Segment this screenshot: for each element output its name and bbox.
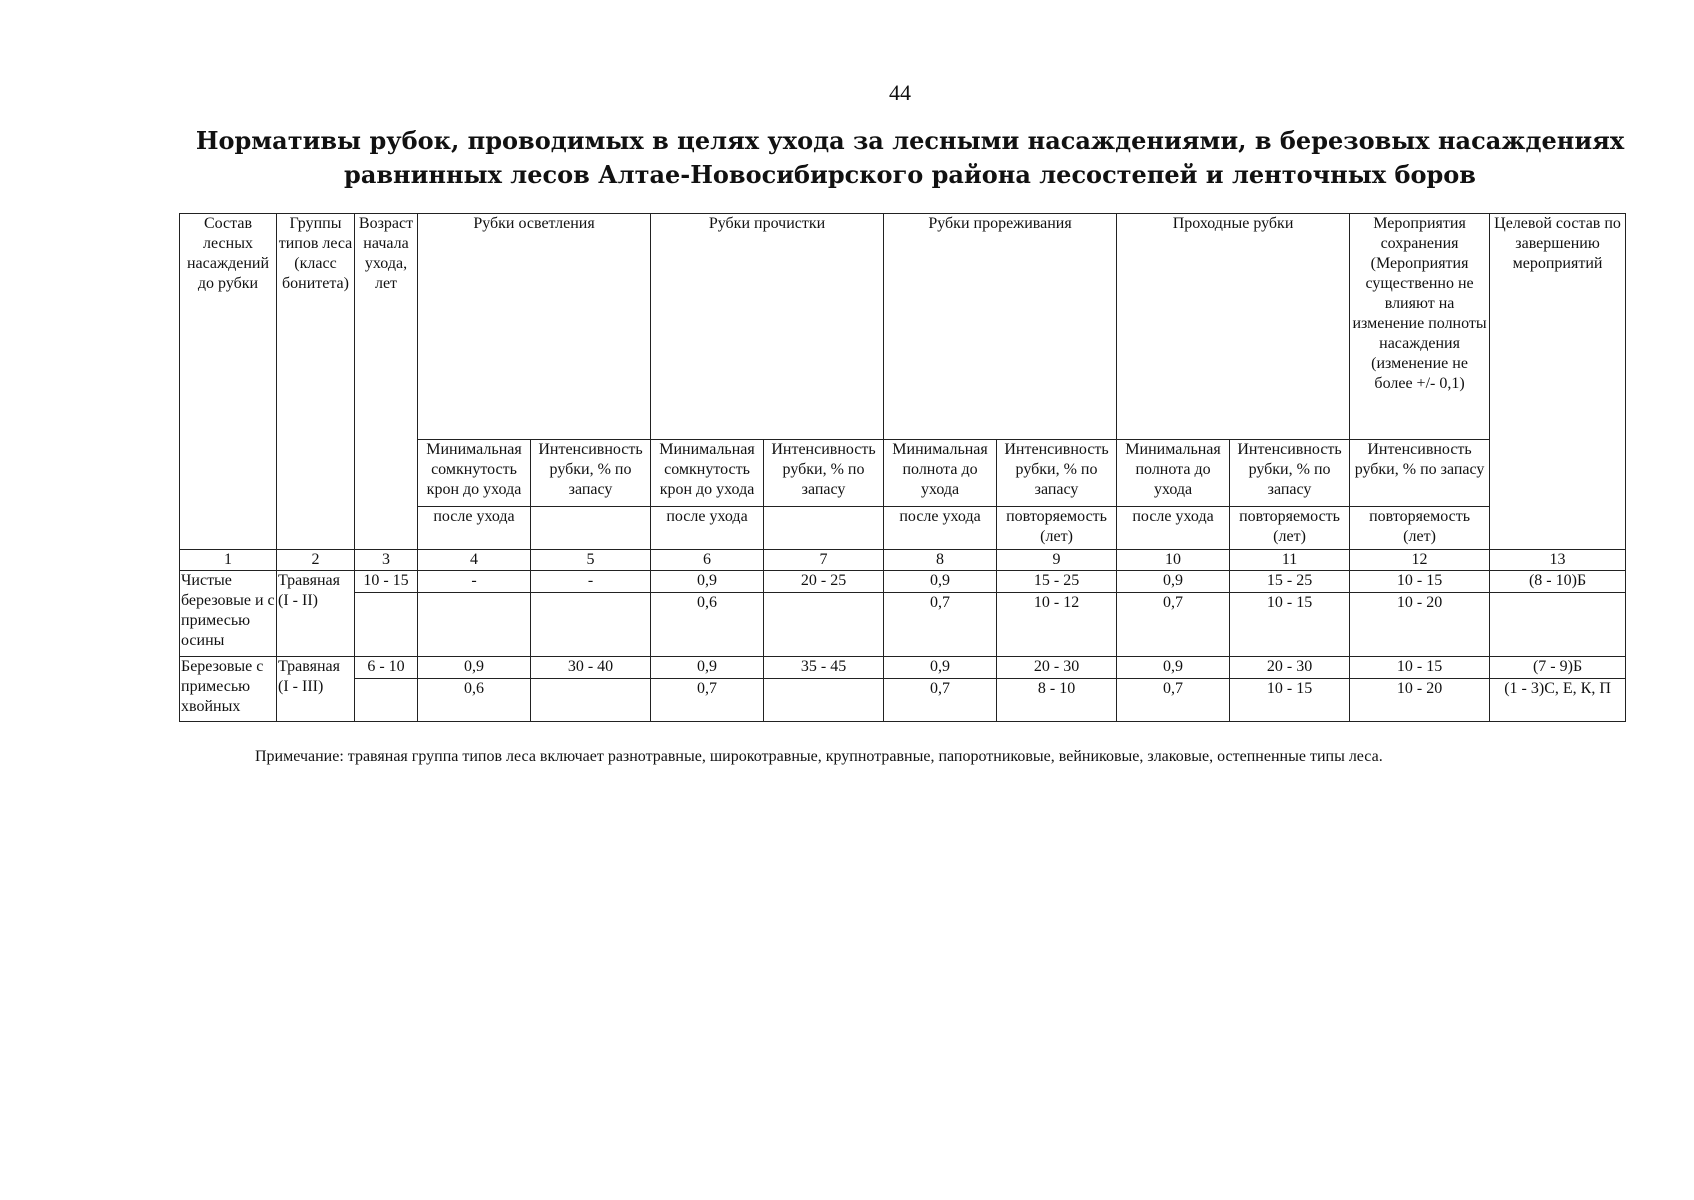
cell-age: 10 - 15 <box>355 571 418 593</box>
cell-value: 0,9 <box>884 657 997 679</box>
cell-target: (8 - 10)Б <box>1490 571 1626 593</box>
cell-value: 0,9 <box>651 657 764 679</box>
cell-value: - <box>531 571 651 593</box>
cell-value: 0,7 <box>651 679 764 722</box>
cell-value: 15 - 25 <box>1230 571 1350 593</box>
cell-value: 20 - 25 <box>764 571 884 593</box>
subheader-col12: Интенсивность рубки, % по запасу <box>1350 440 1490 507</box>
column-number: 6 <box>651 550 764 571</box>
subheader2-col8: после ухода <box>884 507 997 550</box>
cell-value: 20 - 30 <box>1230 657 1350 679</box>
subheader-col7: Интенсивность рубки, % по запасу <box>764 440 884 507</box>
header-row-1 <box>180 214 1626 440</box>
cell-value: 10 - 12 <box>997 593 1117 657</box>
subheader-col4: Минимальная сомкнутость крон до ухода <box>418 440 531 507</box>
cell-value: 0,9 <box>884 571 997 593</box>
column-number: 2 <box>277 550 355 571</box>
cell-age: 6 - 10 <box>355 657 418 679</box>
cell-value: 10 - 20 <box>1350 593 1490 657</box>
column-number: 9 <box>997 550 1117 571</box>
column-number: 4 <box>418 550 531 571</box>
cell-value: 10 - 15 <box>1350 657 1490 679</box>
table-row <box>180 679 1626 722</box>
cell-value <box>418 593 531 657</box>
norms-table <box>179 213 1626 722</box>
table-row <box>180 593 1626 657</box>
note-text: Примечание: травяная группа типов леса включает разнотравные, широкотравные, крупнотравные, папоротниковые, вейниковые, злаковые, остепненные типы леса. <box>255 748 1383 765</box>
cell-composition: Чистые березовые и с примесью осины <box>180 571 277 657</box>
cell-value: 10 - 15 <box>1350 571 1490 593</box>
header-start-age: Возраст начала ухода, лет <box>355 214 418 550</box>
cell-value: 35 - 45 <box>764 657 884 679</box>
header-forest-type-groups: Группы типов леса (класс бонитета) <box>277 214 355 550</box>
cell-value: 15 - 25 <box>997 571 1117 593</box>
column-number: 11 <box>1230 550 1350 571</box>
column-number: 3 <box>355 550 418 571</box>
cell-value: 10 - 15 <box>1230 593 1350 657</box>
cell-target: (1 - 3)С, Е, К, П <box>1490 679 1626 722</box>
header-target-composition: Целевой состав по завершению мероприятий <box>1490 214 1626 550</box>
column-number: 12 <box>1350 550 1490 571</box>
column-number: 5 <box>531 550 651 571</box>
column-number: 7 <box>764 550 884 571</box>
cell-value: 0,7 <box>884 679 997 722</box>
header-composition: Состав лесных насаждений до рубки <box>180 214 277 550</box>
subheader-col5: Интенсивность рубки, % по запасу <box>531 440 651 507</box>
cell-value: 0,9 <box>651 571 764 593</box>
cell-forest-type: Травяная (I - III) <box>277 657 355 722</box>
subheader2-col12: повторяемость (лет) <box>1350 507 1490 550</box>
subheader-col11: Интенсивность рубки, % по запасу <box>1230 440 1350 507</box>
cell-value <box>764 679 884 722</box>
subheader2-col9: повторяемость (лет) <box>997 507 1117 550</box>
cell-value: 0,7 <box>1117 593 1230 657</box>
cell-target <box>1490 593 1626 657</box>
table-row <box>180 657 1626 679</box>
column-number-row <box>180 550 1626 571</box>
cell-value: 0,7 <box>1117 679 1230 722</box>
cell-value: 0,9 <box>1117 571 1230 593</box>
subheader-col6: Минимальная сомкнутость крон до ухода <box>651 440 764 507</box>
table-row <box>180 571 1626 593</box>
column-number: 8 <box>884 550 997 571</box>
cell-value: 8 - 10 <box>997 679 1117 722</box>
cell-value: 20 - 30 <box>997 657 1117 679</box>
cell-value: - <box>418 571 531 593</box>
cell-composition: Березовые с примесью хвойных <box>180 657 277 722</box>
cell-value: 30 - 40 <box>531 657 651 679</box>
cell-value: 0,6 <box>651 593 764 657</box>
page-number: 44 <box>889 80 911 105</box>
cell-value <box>531 679 651 722</box>
cell-target: (7 - 9)Б <box>1490 657 1626 679</box>
cell-value: 0,9 <box>1117 657 1230 679</box>
header-clarification-cutting: Рубки осветления <box>418 214 651 440</box>
cell-forest-type: Травяная (I - II) <box>277 571 355 657</box>
header-passage-cutting: Проходные рубки <box>1117 214 1350 440</box>
cell-value: 10 - 15 <box>1230 679 1350 722</box>
document-title: Нормативы рубок, проводимых в целях ухода за лесными насаждениями, в березовых насаждениях равнинных лесов Алтае-Новосибирского района лесостепей и ленточных боров <box>195 126 1625 189</box>
column-number: 1 <box>180 550 277 571</box>
subheader2-col4: после ухода <box>418 507 531 550</box>
header-preservation: Мероприятия сохранения (Мероприятия существенно не влияют на изменение полноты насаждения (изменение не более +/- 0,1) <box>1350 214 1490 440</box>
header-thinning-cutting: Рубки прореживания <box>884 214 1117 440</box>
header-cleaning-cutting: Рубки прочистки <box>651 214 884 440</box>
subheader2-col10: после ухода <box>1117 507 1230 550</box>
cell-value: 0,9 <box>418 657 531 679</box>
subheader2-col7 <box>764 507 884 550</box>
subheader-col8: Минимальная полнота до ухода <box>884 440 997 507</box>
cell-value <box>764 593 884 657</box>
cell-value: 0,6 <box>418 679 531 722</box>
subheader2-col11: повторяемость (лет) <box>1230 507 1350 550</box>
cell-age <box>355 593 418 657</box>
column-number: 10 <box>1117 550 1230 571</box>
cell-age <box>355 679 418 722</box>
cell-value <box>531 593 651 657</box>
subheader-col9: Интенсивность рубки, % по запасу <box>997 440 1117 507</box>
subheader2-col5 <box>531 507 651 550</box>
column-number: 13 <box>1490 550 1626 571</box>
subheader2-col6: после ухода <box>651 507 764 550</box>
subheader-col10: Минимальная полнота до ухода <box>1117 440 1230 507</box>
cell-value: 0,7 <box>884 593 997 657</box>
cell-value: 10 - 20 <box>1350 679 1490 722</box>
